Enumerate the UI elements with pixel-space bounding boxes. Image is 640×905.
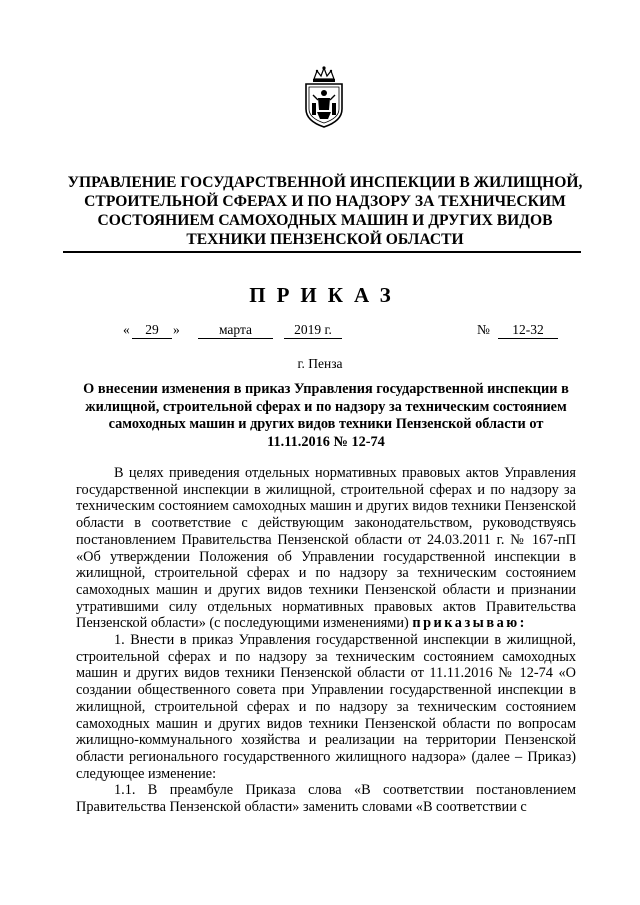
subject-line: 11.11.2016 № 12-74 (267, 433, 385, 450)
date-day: 29 (132, 322, 172, 339)
date-open-quote: « (123, 322, 130, 337)
org-title-line: СТРОИТЕЛЬНОЙ СФЕРАХ И ПО НАДЗОРУ ЗА ТЕХНИЧЕСКИМ (84, 193, 566, 210)
body-paragraph-preamble (76, 465, 576, 632)
organization-title (60, 173, 590, 249)
document-subject (76, 381, 576, 451)
number-sign: № (477, 322, 490, 337)
header-divider (63, 251, 581, 253)
body-paragraph-item-1: 1. Внести в приказ Управления государственной инспекции в жилищной, строительной сферах и по надзору за техническим состоянием самоходных машин и других видов техники Пензенской области от 11.11.2016 № 12-74 «О создании общественного совета при Управлении государственной инспекции в жилищной, строительной сферах и по надзору за техническим состоянием самоходных машин и других видов техники Пензенской области по вопросам жилищно-коммунального хозяйства и реализации на территории Пензенской области регионального государственного жилищного надзора» (далее – Приказ) следующее изменение: (76, 632, 576, 782)
date-month: марта (198, 322, 273, 339)
document-body (76, 465, 576, 816)
coat-of-arms-icon (302, 65, 346, 129)
document-type-heading: ПРИКАЗ (249, 283, 402, 307)
order-word: приказываю: (412, 615, 527, 632)
org-title-line: УПРАВЛЕНИЕ ГОСУДАРСТВЕННОЙ ИНСПЕКЦИИ В ЖИЛИЩНОЙ, (67, 174, 583, 191)
org-title-line: СОСТОЯНИЕМ САМОХОДНЫХ МАШИН И ДРУГИХ ВИДОВ (97, 212, 553, 229)
org-title-line: ТЕХНИКИ ПЕНЗЕНСКОЙ ОБЛАСТИ (186, 231, 464, 248)
document-city: г. Пенза (297, 356, 343, 371)
subject-line: жилищной, строительной сферах и по надзору за техническим состоянием (85, 398, 567, 415)
subject-line: самоходных машин и других видов техники Пензенской области от (108, 416, 544, 432)
date-close-quote: » (173, 322, 180, 337)
document-meta-row (0, 322, 640, 342)
body-paragraph-item-1-1: 1.1. В преамбуле Приказа слова «В соответствии постановлением Правительства Пензенской области» заменить словами «В соответствии с (76, 782, 576, 816)
date-year: 2019 г. (284, 322, 342, 339)
document-number: 12-32 (498, 322, 558, 339)
preamble-text: В целях приведения отдельных нормативных правовых актов Управления государственной инспекции в жилищной, строительной сферах и по надзору за техническим состоянием самоходных машин и других видов техники Пензенской области в соответствие с действующим законодательством, руководствуясь постановлением Правительства Пензенской области от 24.03.2011 г. № 167-пП «Об утверждении Положения об Управлении государственной инспекции в жилищной, строительной сферах и по надзору за техническим состоянием самоходных машин и других видов техники Пензенской области и признании утратившими силу отдельных нормативных правовых актов Правительства Пензенской области» (с последующими изменениями) (76, 465, 576, 632)
subject-line: О внесении изменения в приказ Управления государственной инспекции в (83, 381, 569, 397)
